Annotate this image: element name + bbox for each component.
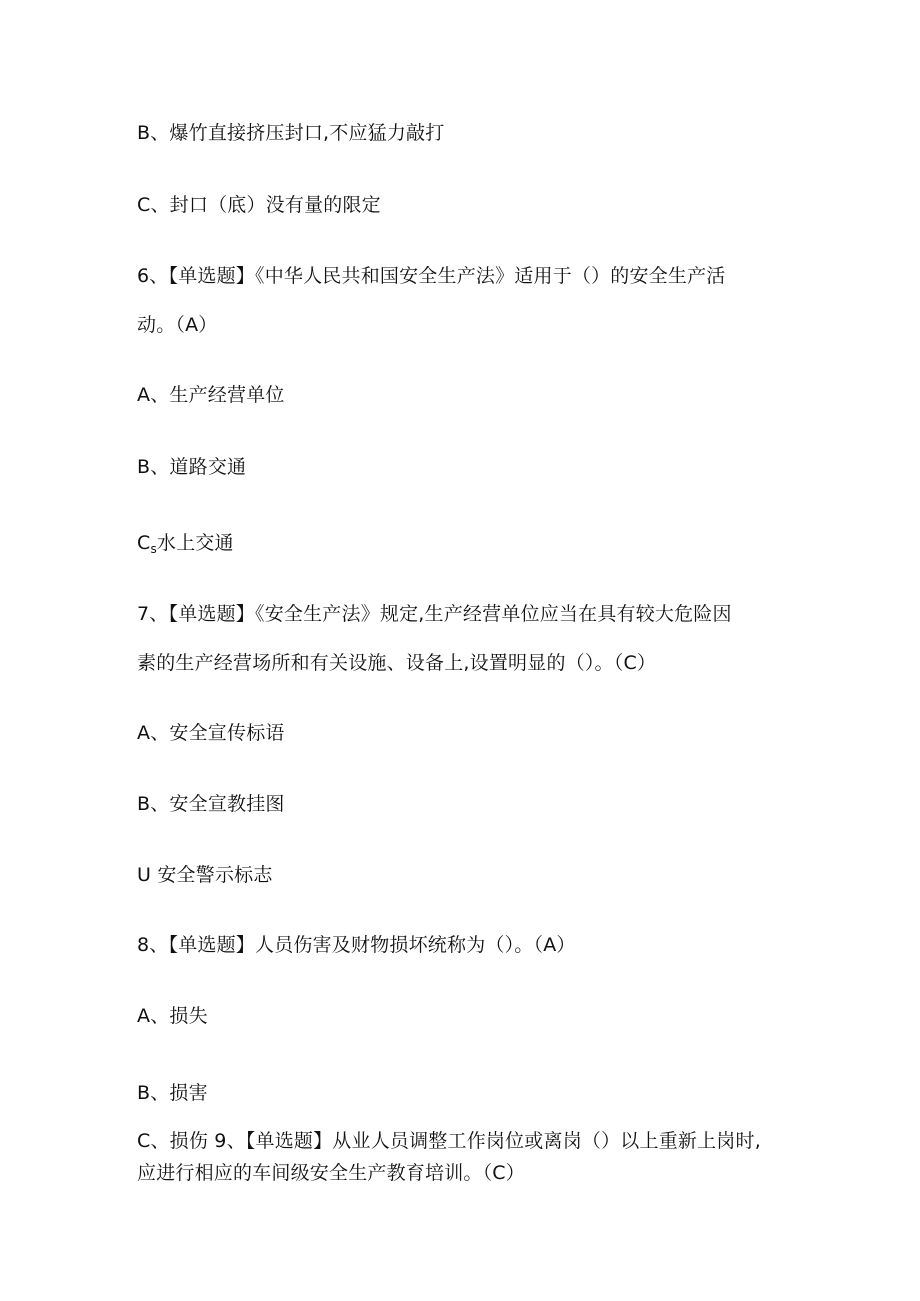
q6-stem-line-2: 动。（A） [137, 314, 218, 336]
q6-option-c-letter: C [137, 532, 151, 554]
q7-option-a: A、安全宣传标语 [137, 722, 285, 744]
q9-stem-line-2: 应进行相应的车间级安全生产教育培训。（C） [137, 1162, 525, 1184]
q6-stem-line-1: 6、【单选题】《中华人民共和国安全生产法》适用于（）的安全生产活 [137, 265, 726, 287]
q6-option-c [137, 531, 234, 561]
q6-option-c-subscript: s [150, 542, 157, 556]
q5-option-b: B、爆竹直接挤压封口,不应猛力敲打 [137, 122, 445, 144]
q7-option-c: U 安全警示标志 [137, 864, 273, 886]
q7-option-b: B、安全宣教挂图 [137, 793, 285, 815]
q6-option-b: B、道路交通 [137, 456, 247, 478]
q7-stem-line-1: 7、【单选题】《安全生产法》规定,生产经营单位应当在具有较大危险因 [137, 603, 732, 625]
q6-option-a: A、生产经营单位 [137, 384, 285, 406]
q8-stem: 8、【单选题】人员伤害及财物损坏统称为（）。（A） [137, 934, 576, 956]
q8-option-b: B、损害 [137, 1082, 208, 1104]
q8-option-c-and-q9-stem: C、损伤 9、【单选题】从业人员调整工作岗位或离岗（）以上重新上岗时, [137, 1130, 761, 1152]
q7-stem-line-2: 素的生产经营场所和有关设施、设备上,设置明显的（）。（C） [137, 652, 657, 674]
q6-option-c-text: 水上交通 [156, 532, 234, 554]
q5-option-c: C、封口（底）没有量的限定 [137, 194, 381, 216]
q8-option-a: A、损失 [137, 1005, 208, 1027]
